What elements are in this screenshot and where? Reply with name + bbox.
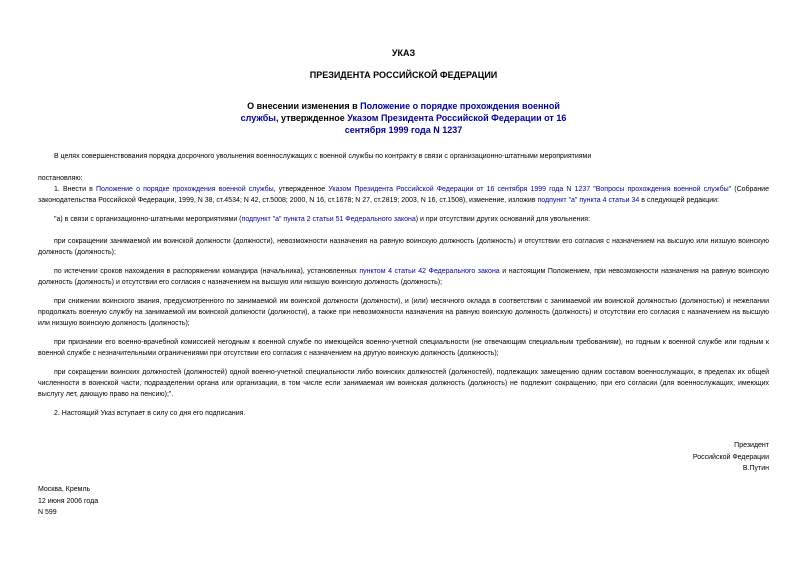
expiry-link-article-42[interactable]: пунктом 4 статьи 42 Федерального закона	[359, 268, 500, 275]
decree-number: N 599	[38, 509, 57, 516]
signature-country: Российской Федерации	[692, 453, 769, 461]
title-link-decree[interactable]: Указом Президента Российской Федерации от 16 сентября 1999 года N 1237	[344, 113, 567, 135]
item-1-text-5: в следующей редакции:	[639, 197, 719, 205]
item-2-paragraph: 2. Настоящий Указ вступает в силу со дня его подписания.	[54, 410, 246, 417]
postanovlyayu-text: постановляю:	[38, 175, 83, 182]
signature-block	[693, 440, 769, 475]
paragraph-cut: при сокращении воинских должностей (должностей) одной военно-учетной специальности либо воинских должностей (должностей), подлежащих замещению одним составом военнослужащих, в пределах их общей численности в воинской части, подразделении органа или организации, в том числе если занимаемая им воинская должность (должность) не подлежит сокращению, при его согласии (для военнослужащих, имеющих выслугу лет, дающую право на пенсию);".	[38, 369, 769, 399]
signature-title: Президент	[734, 442, 769, 449]
place: Москва, Кремль	[38, 486, 91, 493]
item-1-link-regulation[interactable]: Положение о порядке прохождения военной службы	[95, 186, 274, 193]
date: 12 июня 2006 года	[38, 497, 99, 505]
sub-a-text-2: ) и при отсутствии других оснований для увольнения:	[415, 216, 591, 223]
item-1-link-decree[interactable]: Указом Президента Российской Федерации от 16 сентября 1999 года N 1237	[328, 186, 591, 193]
title-prefix: О внесении изменения в	[247, 101, 361, 111]
item-1-link-subparagraph[interactable]: подпункт "а" пункта 4 статьи 34	[537, 197, 640, 205]
paragraph-medical: при признании его военно-врачебной комиссией негодным к военной службе по имеющейся военно-учетной специальности (не отвечающим специальным требованиям), но годным к военной службе или годным к военной службе с незначительными ограничениями при отсутствии его согласия с назначением на другую воинскую должность (должность);	[38, 339, 769, 358]
item-1-text-4: " (Собрание законодательства Российской Федерации, 1999, N 38, ст.4534; N 42, ст.5008; 2000, N 16, ст.1678; N 27, ст.2819; 2003, N 16, ст.1508), изменение, изложив	[38, 186, 769, 205]
decree-heading: УКАЗ	[391, 48, 416, 58]
item-1-text-2: , утвержденное	[273, 186, 329, 193]
title-middle: , утвержденное	[275, 113, 348, 123]
subparagraph-a	[38, 214, 769, 225]
place-date-block	[38, 484, 98, 519]
signature-name: В.Путин	[742, 465, 769, 472]
item-1-text-3: "	[590, 186, 596, 193]
intro-paragraph: В целях совершенствования порядка досрочного увольнения военнослужащих с военной службы по контракту в связи с организационно-штатными мероприятиями	[54, 153, 592, 160]
item-1-paragraph	[38, 184, 769, 206]
expiry-text-1: по истечении сроков нахождения в распоряжении командира (начальника), установленных	[54, 268, 360, 275]
document-title	[240, 100, 567, 136]
sub-a-link-federal-law[interactable]: подпункт "а" пункта 2 статьи 51 Федерального закона	[241, 216, 416, 223]
title-link-regulation[interactable]: Положение о порядке прохождения военной службы	[240, 101, 560, 123]
paragraph-reduction: при сокращении занимаемой им воинской должности (должности), невозможности назначения на равную воинскую должность (должность) и отсутствии его согласия с назначением на высшую или низшую воинскую должность (должность);	[38, 238, 769, 257]
expiry-text-2: и настоящим Положением, при невозможности назначения на равную воинскую должность (должность) и отсутствии его согласия с назначением на высшую или низшую воинскую должность (должность);	[38, 268, 769, 287]
paragraph-expiry	[38, 266, 769, 288]
paragraph-rank: при снижении воинского звания, предусмотренного по занимаемой им воинской должности (должности), и (или) месячного оклада в соответствии с занимаемой им воинской должностью (должностью) и нежелании продолжать военную службу на занимаемой им воинской должности (должности), а также при невозможности назначения на равную воинскую должность (должность) и отсутствии его согласия с назначением на высшую или низшую воинскую должность (должность);	[38, 298, 769, 328]
item-1-text-1: 1. Внести в	[54, 186, 96, 193]
president-heading: ПРЕЗИДЕНТА РОССИЙСКОЙ ФЕДЕРАЦИИ	[309, 70, 498, 80]
sub-a-text-1: "а) в связи с организационно-штатными мероприятиями (	[54, 216, 242, 223]
item-1-link-questions[interactable]: Вопросы прохождения военной службы	[595, 186, 729, 193]
